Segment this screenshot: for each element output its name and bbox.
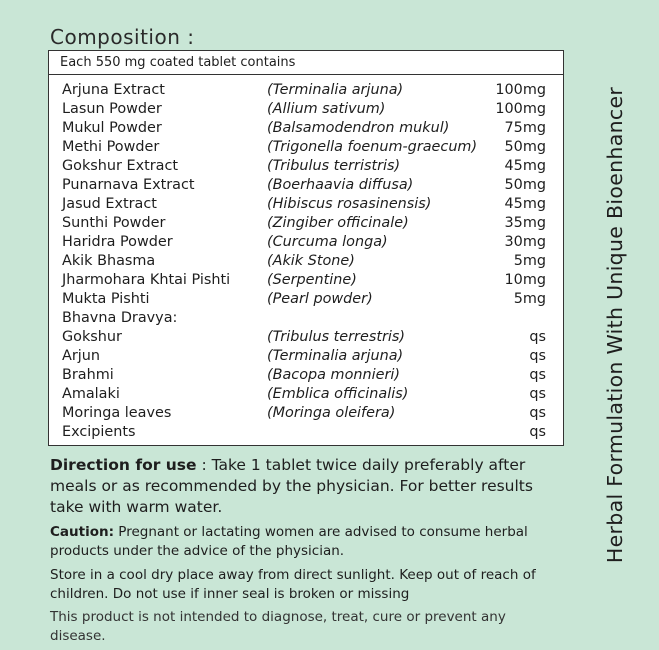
ingredient-name: Mukta Pishti [62, 291, 150, 307]
table-row [49, 404, 563, 423]
table-row [49, 252, 563, 271]
caution-label: Caution: [50, 524, 114, 540]
ingredient-name: Jasud Extract [62, 196, 157, 212]
composition-title: Composition : [50, 25, 195, 49]
table-row [49, 81, 563, 100]
ingredient-dose: 100mg [495, 101, 546, 117]
ingredient-dose: qs [529, 424, 546, 440]
ingredient-name: Arjun [62, 348, 101, 364]
ingredient-latin-name: (Boerhaavia diffusa) [267, 177, 414, 193]
table-row [49, 214, 563, 233]
ingredient-latin-name: (Pearl powder) [267, 291, 373, 307]
table-row [49, 328, 563, 347]
caution-text: Pregnant or lactating women are advised to consume herbal products under the advice of the physician. [50, 524, 528, 559]
table-row [49, 119, 563, 138]
ingredient-latin-name: (Serpentine) [267, 272, 357, 288]
ingredient-name: Amalaki [62, 386, 120, 402]
ingredient-dose: qs [529, 386, 546, 402]
direction-text: : Take 1 tablet twice daily preferably after meals or as recommended by the physician. For better results take with warm water. [50, 456, 533, 516]
composition-table [48, 50, 564, 446]
table-row [49, 309, 563, 328]
ingredient-dose: qs [529, 348, 546, 364]
ingredient-latin-name: (Allium sativum) [267, 101, 386, 117]
ingredient-name: Brahmi [62, 367, 114, 383]
table-row [49, 176, 563, 195]
ingredient-dose: 45mg [504, 158, 546, 174]
ingredient-latin-name: (Zingiber officinale) [267, 215, 409, 231]
ingredient-dose: qs [529, 329, 546, 345]
table-rows [49, 75, 563, 442]
ingredient-name: Lasun Powder [62, 101, 162, 117]
ingredient-latin-name: (Curcuma longa) [267, 234, 388, 250]
table-row [49, 138, 563, 157]
table-row [49, 385, 563, 404]
ingredient-latin-name: (Trigonella foenum-graecum) [267, 139, 478, 155]
ingredient-latin-name: (Bacopa monnieri) [267, 367, 400, 383]
ingredient-latin-name: (Terminalia arjuna) [267, 82, 404, 98]
disclaimer: This product is not intended to diagnose, treat, cure or prevent any disease. [50, 609, 506, 644]
table-row [49, 347, 563, 366]
ingredient-latin-name: (Tribulus terrestris) [267, 329, 405, 345]
direction-label: Direction for use [50, 456, 197, 474]
ingredient-name: Gokshur Extract [62, 158, 179, 174]
caution-note [50, 523, 565, 561]
table-row [49, 366, 563, 385]
ingredient-dose: 10mg [504, 272, 546, 288]
ingredient-name: Punarnava Extract [62, 177, 195, 193]
ingredient-latin-name: (Hibiscus rosasinensis) [267, 196, 432, 212]
ingredient-dose: 50mg [504, 139, 546, 155]
ingredient-dose: 35mg [504, 215, 546, 231]
ingredient-latin-name: (Tribulus terristris) [267, 158, 401, 174]
ingredient-dose: 75mg [504, 120, 546, 136]
ingredient-name: Bhavna Dravya: [62, 310, 178, 326]
table-row [49, 271, 563, 290]
table-row [49, 100, 563, 119]
ingredient-name: Moringa leaves [62, 405, 172, 421]
table-row [49, 233, 563, 252]
ingredient-name: Haridra Powder [62, 234, 173, 250]
ingredient-name: Jharmohara Khtai Pishti [62, 272, 231, 288]
ingredient-latin-name: (Akik Stone) [267, 253, 355, 269]
table-row [49, 195, 563, 214]
ingredient-name: Mukul Powder [62, 120, 162, 136]
ingredient-dose: 5mg [513, 291, 546, 307]
table-header: Each 550 mg coated tablet contains [49, 51, 563, 75]
ingredient-dose: 30mg [504, 234, 546, 250]
side-tagline: Herbal Formulation With Unique Bioenhancer [603, 86, 627, 564]
ingredient-latin-name: (Moringa oleifera) [267, 405, 396, 421]
direction-for-use [50, 455, 565, 518]
ingredient-name: Methi Powder [62, 139, 160, 155]
ingredient-latin-name: (Terminalia arjuna) [267, 348, 404, 364]
ingredient-dose: 45mg [504, 196, 546, 212]
ingredient-name: Akik Bhasma [62, 253, 156, 269]
ingredient-name: Sunthi Powder [62, 215, 166, 231]
ingredient-name: Gokshur [62, 329, 122, 345]
ingredient-latin-name: (Emblica officinalis) [267, 386, 409, 402]
ingredient-dose: 100mg [495, 82, 546, 98]
ingredient-name: Excipients [62, 424, 136, 440]
ingredient-dose: 5mg [513, 253, 546, 269]
table-row [49, 290, 563, 309]
ingredient-name: Arjuna Extract [62, 82, 165, 98]
storage-note: Store in a cool dry place away from direct sunlight. Keep out of reach of children. Do not use if inner seal is broken or missing [50, 567, 536, 602]
ingredient-dose: 50mg [504, 177, 546, 193]
ingredient-dose: qs [529, 367, 546, 383]
ingredient-latin-name: (Balsamodendron mukul) [267, 120, 450, 136]
table-row [49, 157, 563, 176]
table-row [49, 423, 563, 442]
ingredient-dose: qs [529, 405, 546, 421]
